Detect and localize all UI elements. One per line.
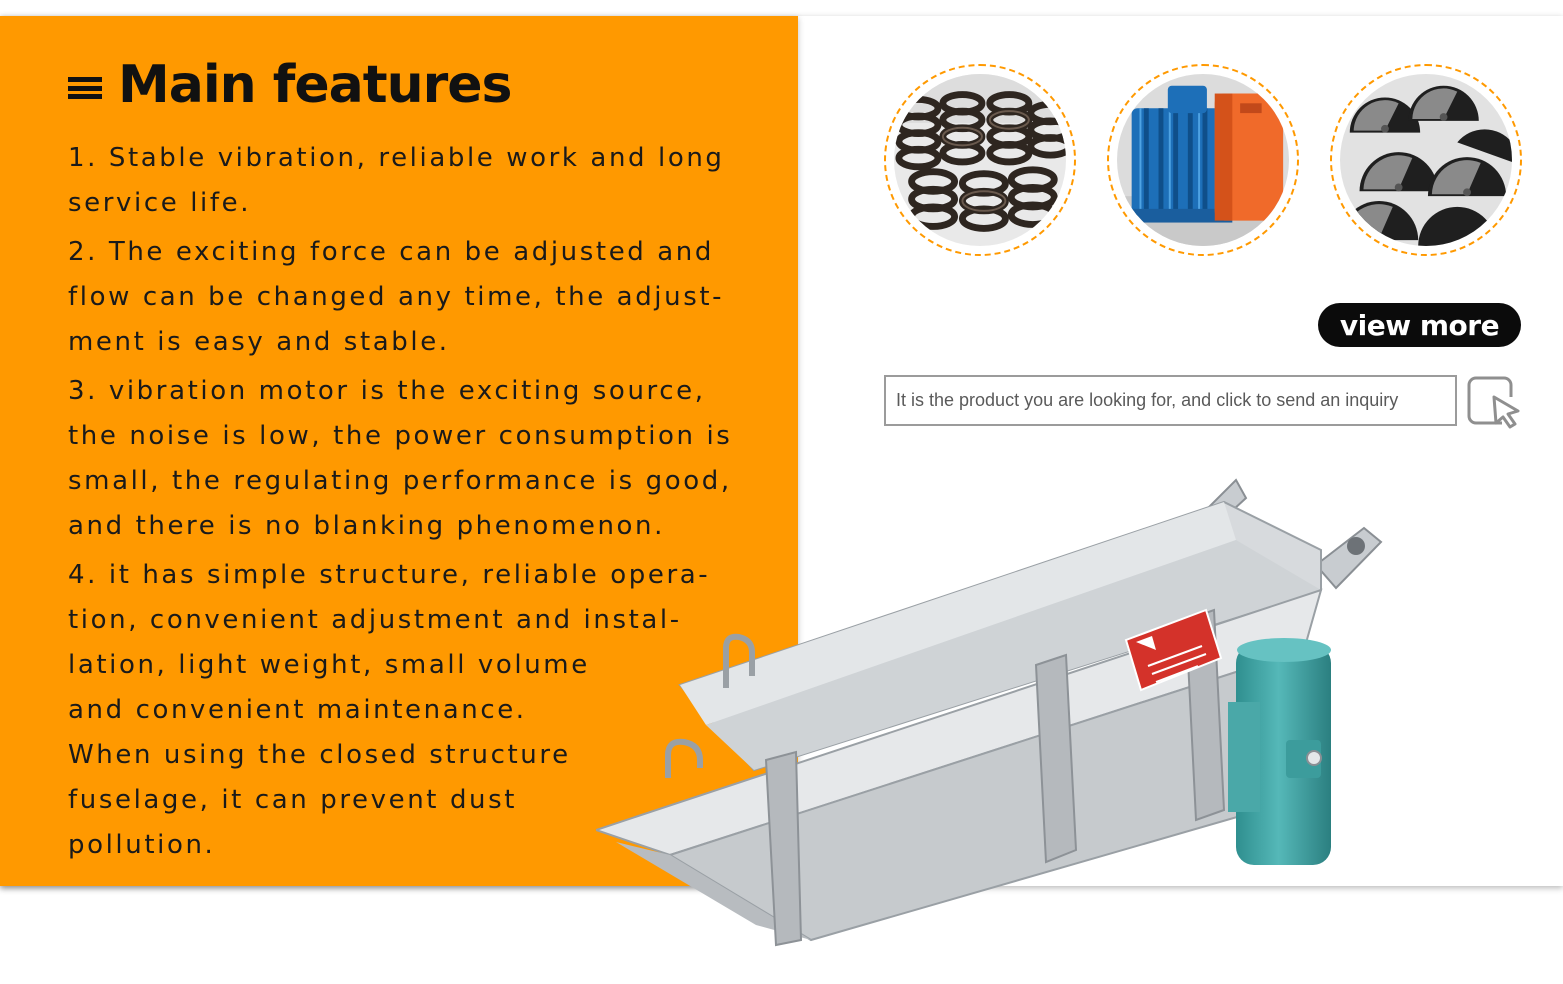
feature-line: lation, light weight, small volume <box>68 650 590 680</box>
features-heading <box>68 50 512 120</box>
thumbnail-springs[interactable] <box>884 64 1076 256</box>
view-more-button[interactable]: view more <box>1318 303 1521 347</box>
cursor-click-icon[interactable] <box>1466 375 1522 429</box>
thumbnail-motor[interactable] <box>1107 64 1299 256</box>
feature-line: and convenient maintenance. <box>68 695 527 725</box>
feature-line: tion, convenient adjustment and instal- <box>68 605 682 635</box>
feature-line: 2. The exciting force can be adjusted and <box>68 237 714 267</box>
feature-line: 1. Stable vibration, reliable work and long <box>68 143 725 173</box>
inquiry-link[interactable]: It is the product you are looking for, and click to send an inquiry <box>884 375 1457 426</box>
feature-line: and there is no blanking phenomenon. <box>68 511 665 541</box>
feature-line: ment is easy and stable. <box>68 327 450 357</box>
feature-line: the noise is low, the power consumption is <box>68 421 733 451</box>
feature-line: pollution. <box>68 830 216 860</box>
feature-line: When using the closed structure <box>68 740 571 770</box>
menu-icon <box>68 77 102 99</box>
feature-line: 4. it has simple structure, reliable opera- <box>68 560 711 590</box>
thumbnail-weights[interactable] <box>1330 64 1522 256</box>
page-title: Main features <box>118 55 512 115</box>
feature-line: service life. <box>68 188 252 218</box>
feature-line: flow can be changed any time, the adjust- <box>68 282 725 312</box>
feature-line: fuselage, it can prevent dust <box>68 785 518 815</box>
vibrating-feeder-image <box>596 470 1396 970</box>
feature-line: 3. vibration motor is the exciting source, <box>68 376 706 406</box>
feature-line: small, the regulating performance is good, <box>68 466 732 496</box>
